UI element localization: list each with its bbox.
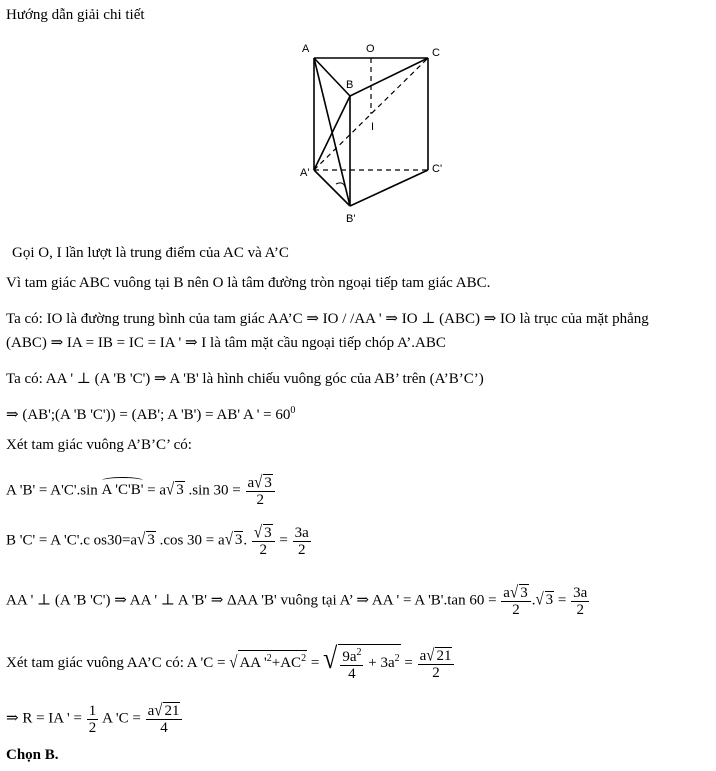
label-O: O	[366, 43, 375, 55]
line-5: Ta có: AA ' ⊥ (A 'B 'C') ⇒ A 'B' là hình chiếu vuông góc của AB’ trên (A’B’C’)	[6, 371, 484, 387]
answer: Chọn B.	[6, 747, 59, 763]
line-12: ⇒ R = IA ' = $\frac{1}{2}$ A 'C = $\frac{a√ 21}{4}$	[6, 702, 183, 736]
line-1: Gọi O, I lần lượt là trung điểm của AC và A’C	[12, 245, 289, 261]
label-B1: B'	[346, 213, 356, 225]
frac-a-sqrt21-4: $\frac{a√ 21}{4}$	[146, 702, 183, 736]
sqrt3-a: 3	[176, 482, 184, 499]
l9a: B 'C' = A 'C'.c os30=a	[6, 532, 138, 549]
label-I: I	[371, 121, 375, 133]
frac-1-2: $\frac{1}{2}$	[88, 702, 97, 736]
frac-sqrt3-2: $\frac{√ 3}{2}$	[252, 524, 275, 558]
frac-a-sqrt3-2-b: $\frac{a√ 3}{2}$	[501, 584, 530, 618]
l9b: .cos 30 = a	[159, 532, 225, 549]
frac-a-sqrt21-2: $\frac{a√ 21}{2}$	[418, 647, 455, 681]
line-9: B 'C' = A 'C'.c os30=a√ 3 .cos 30 = a√ 3. $\frac{√ 3}{2}$ = $\frac{3a}{2}$	[6, 523, 309, 558]
sqrt3-c: 3	[234, 532, 243, 549]
line-6-text: ⇒ (AB';(A 'B 'C')) = (AB'; A 'B') = AB' A ' = 60	[6, 407, 291, 423]
sqrt-big: $\frac{9a^2}{4}$ + $3a^2$	[338, 644, 400, 682]
line-7: Xét tam giác vuông A’B’C’ có:	[6, 437, 192, 453]
l8c: .sin 30 =	[188, 482, 241, 499]
l11a: Xét tam giác vuông AA’C có: A 'C =	[6, 654, 226, 671]
label-C1: C'	[432, 163, 443, 175]
heading: Hướng dẫn giải chi tiết	[6, 7, 145, 23]
line-3: Ta có: IO là đường trung bình của tam giác AA’C ⇒ IO / /AA ' ⇒ IO ⊥ (ABC) ⇒ IO là trục của mặt phẳng	[6, 311, 649, 327]
arc-angle: A 'C'B'	[101, 482, 144, 499]
line-6	[6, 402, 295, 424]
frac-a-sqrt3-2: $\frac{a√ 3}{2}$	[246, 474, 275, 508]
prism-figure	[292, 38, 462, 228]
sqrt-aa-ac: AA '$^2+AC^2$	[238, 650, 307, 671]
label-A1: A'	[300, 167, 310, 179]
label-A: A	[302, 43, 310, 55]
frac-3a-2: $\frac{3a}{2}$	[294, 524, 309, 558]
line-2: Vì tam giác ABC vuông tại B nên O là tâm đường tròn ngoại tiếp tam giác ABC.	[6, 275, 491, 291]
line-6-sup: 0	[290, 405, 296, 416]
line-10: AA ' ⊥ (A 'B 'C') ⇒ AA ' ⊥ A 'B' ⇒ ΔAA 'B' vuông tại A’ ⇒ AA ' = A 'B'.tan 60 = $\frac{a√ 3}{2}$ .√ 3 = $\frac{3a}{2}$	[6, 583, 588, 618]
line-11: Xét tam giác vuông AA’C có: A 'C = √ AA '$^2+AC^2$ = √ $\frac{9a^2}{4}$ + $3a^2$ = $\frac{a√ 21}{2}$	[6, 644, 455, 682]
line-8: A 'B' = A'C'.sin A 'C'B' = a√ 3 .sin 30 = $\frac{a√ 3}{2}$	[6, 474, 276, 508]
sqrt3-b: 3	[147, 532, 155, 549]
label-C: C	[432, 47, 440, 59]
l12a: ⇒ R = IA ' =	[6, 710, 82, 727]
frac-3a-2-b: $\frac{3a}{2}$	[573, 584, 588, 618]
l8a: A 'B' = A'C'.sin	[6, 482, 98, 499]
line-4: (ABC) ⇒ IA = IB = IC = IA ' ⇒ I là tâm mặt cầu ngoại tiếp chóp A’.ABC	[6, 335, 446, 351]
l10a: AA ' ⊥ (A 'B 'C') ⇒ AA ' ⊥ A 'B' ⇒ ΔAA 'B' vuông tại A’ ⇒ AA ' = A 'B'.tan 60 =	[6, 592, 497, 609]
l8b: = a	[147, 482, 167, 499]
label-B: B	[346, 79, 354, 91]
